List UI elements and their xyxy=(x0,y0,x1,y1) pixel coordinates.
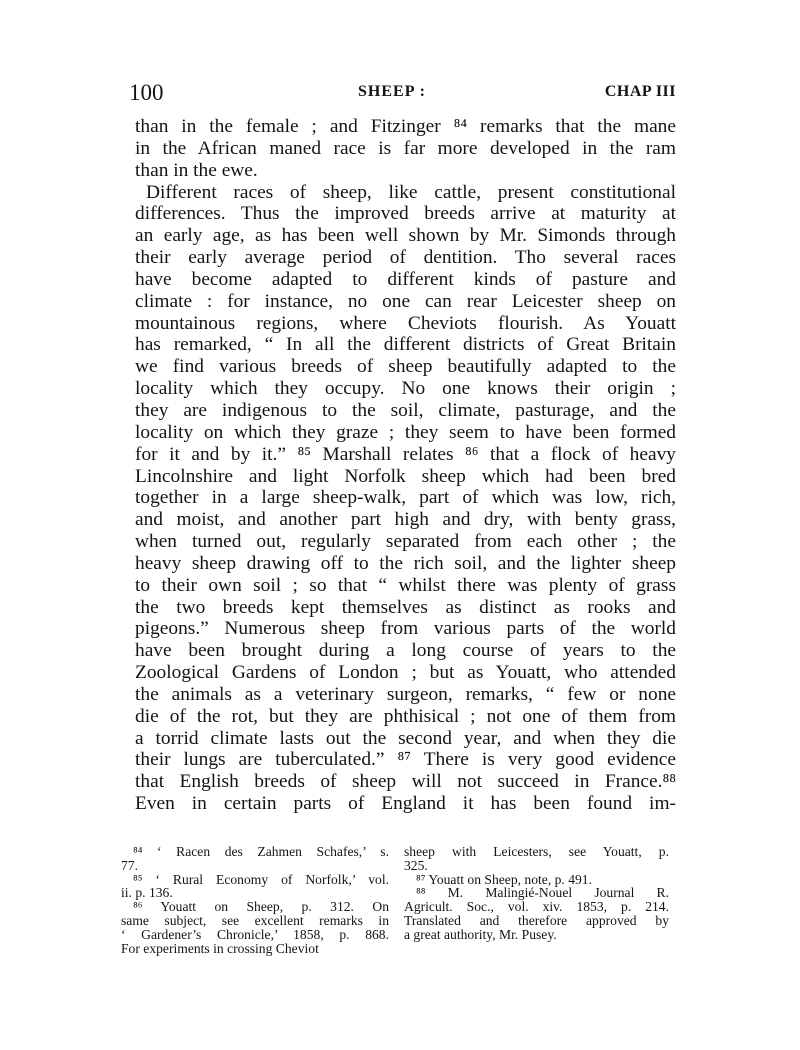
footnote-line: ‘ Gardener’s Chronicle,’ 1858, p. 868. xyxy=(121,926,389,942)
footnote-line: Agricult. Soc., vol. xiv. 1853, p. 214. xyxy=(404,899,669,915)
footnotes-left-column xyxy=(121,845,389,955)
text-line: an early age, as has been well shown by Mr. Simonds through xyxy=(135,225,676,247)
running-title: SHEEP : xyxy=(358,83,426,100)
footnote-line: sheep with Leicesters, see Youatt, p. xyxy=(404,844,669,859)
footnote-line: 77. xyxy=(121,857,138,873)
text-line: we find various breeds of sheep beautifully adapted to the xyxy=(135,356,676,378)
footnote-line: ⁸⁸ M. Malingié-Nouel Journal R. xyxy=(416,885,669,901)
footnote-line: ⁸⁴ ‘ Racen des Zahmen Schafes,’ s. xyxy=(133,844,389,859)
footnotes-right-column xyxy=(404,845,669,942)
chapter-label: CHAP III xyxy=(604,83,676,100)
text-line: climate : for instance, no one can rear Leicester sheep on xyxy=(135,290,676,312)
text-line: Different races of sheep, like cattle, present constitutional xyxy=(146,181,676,203)
text-line: Even in certain parts of England it has been found im- xyxy=(135,793,676,815)
text-line: than in the ewe. xyxy=(135,159,258,181)
text-line: their early average period of dentition. Tho several races xyxy=(135,247,676,269)
text-line: have been brought during a long course of years to the xyxy=(135,640,676,662)
text-line: the animals as a veterinary surgeon, remarks, “ few or none xyxy=(135,683,676,705)
footnote-line: ii. p. 136. xyxy=(121,885,173,901)
text-line: has remarked, “ In all the different districts of Great Britain xyxy=(135,334,676,356)
text-line: and moist, and another part high and dry, with benty grass, xyxy=(135,509,676,531)
footnote-line: For experiments in crossing Cheviot xyxy=(121,940,319,956)
text-line: a torrid climate lasts out the second year, and when they die xyxy=(135,727,676,749)
text-line: die of the rot, but they are phthisical ; not one of them from xyxy=(135,705,676,727)
footnote-line: a great authority, Mr. Pusey. xyxy=(404,926,557,942)
text-line: differences. Thus the improved breeds arrive at maturity at xyxy=(135,203,676,225)
text-line: the two breeds kept themselves as distinct as rooks and xyxy=(135,596,676,618)
text-line: for it and by it.” ⁸⁵ Marshall relates ⁸⁶ that a flock of heavy xyxy=(135,443,676,465)
footnote-line: ⁸⁷ Youatt on Sheep, note, p. 491. xyxy=(416,871,593,887)
text-line: locality which they occupy. No one knows their origin ; xyxy=(135,378,676,400)
footnote-line: 325. xyxy=(404,857,428,873)
text-line: mountainous regions, where Cheviots flourish. As Youatt xyxy=(135,312,676,334)
text-line: they are indigenous to the soil, climate, pasturage, and the xyxy=(135,399,676,421)
text-line: that English breeds of sheep will not succeed in France.⁸⁸ xyxy=(135,771,676,793)
footnote-line: ⁸⁵ ‘ Rural Economy of Norfolk,’ vol. xyxy=(133,871,389,887)
text-line: when turned out, regularly separated from each other ; the xyxy=(135,531,676,553)
footnote-line: same subject, see excellent remarks in xyxy=(121,912,389,928)
body-text xyxy=(135,116,676,815)
text-line: than in the female ; and Fitzinger ⁸⁴ remarks that the mane xyxy=(135,116,676,137)
text-line: Lincolnshire and light Norfolk sheep which had been bred xyxy=(135,465,676,487)
footnote-line: Translated and therefore approved by xyxy=(404,912,669,928)
footnote-line: ⁸⁶ Youatt on Sheep, p. 312. On xyxy=(133,899,389,915)
text-line: in the African maned race is far more developed in the ram xyxy=(135,137,676,159)
text-line: locality on which they graze ; they seem to have been formed xyxy=(135,421,676,443)
text-line: Zoological Gardens of London ; but as Youatt, who attended xyxy=(135,662,676,684)
text-line: have become adapted to different kinds of pasture and xyxy=(135,268,676,290)
running-header xyxy=(129,80,676,110)
text-line: together in a large sheep-walk, part of which was low, rich, xyxy=(135,487,676,509)
text-line: pigeons.” Numerous sheep from various parts of the world xyxy=(135,618,676,640)
text-line: heavy sheep drawing off to the rich soil, and the lighter sheep xyxy=(135,552,676,574)
text-line: their lungs are tuberculated.” ⁸⁷ There is very good evidence xyxy=(135,749,676,771)
page-number: 100 xyxy=(129,80,164,105)
text-line: to their own soil ; so that “ whilst there was plenty of grass xyxy=(135,574,676,596)
